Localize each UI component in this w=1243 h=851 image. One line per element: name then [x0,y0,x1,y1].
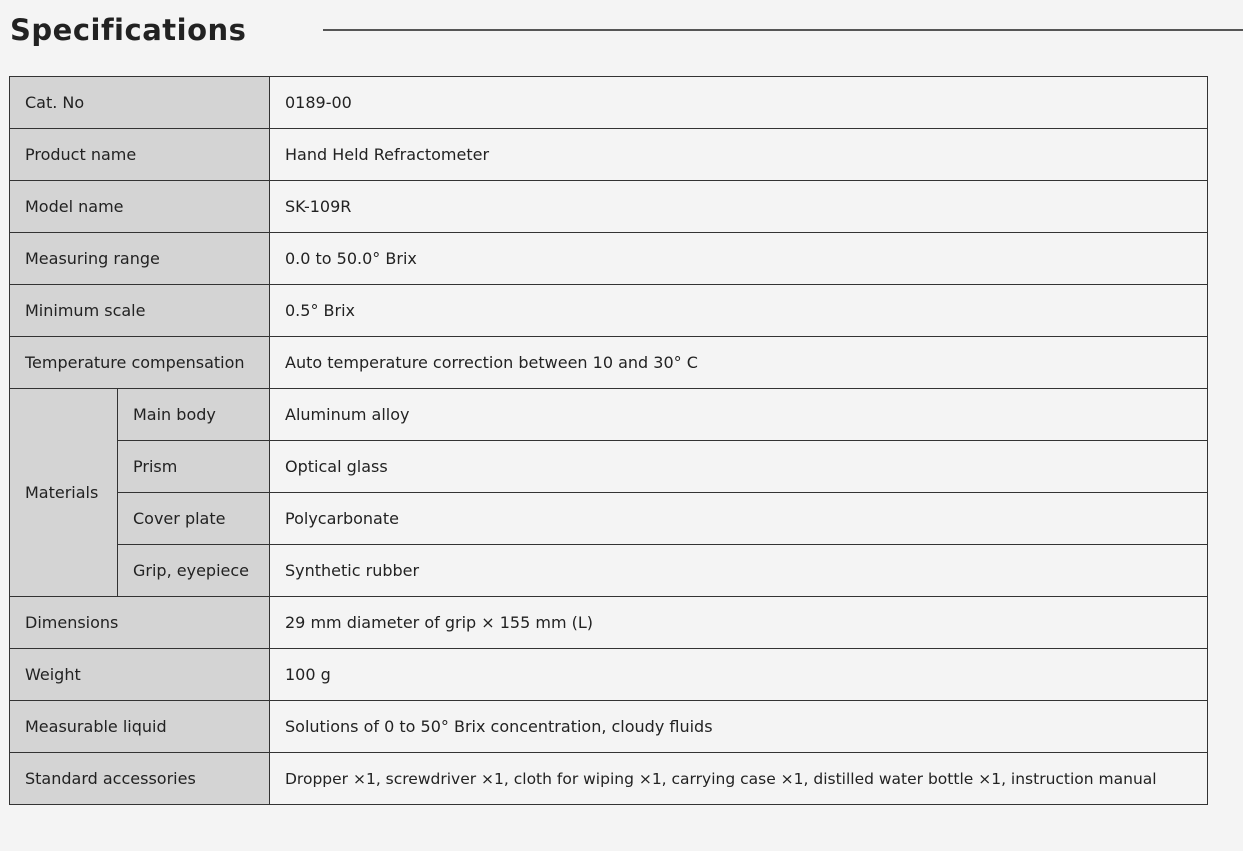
spec-label: Measurable liquid [10,701,270,753]
spec-value: 0189-00 [270,77,1208,129]
spec-value: 100 g [270,649,1208,701]
spec-value: Dropper ×1, screwdriver ×1, cloth for wiping ×1, carrying case ×1, distilled water bottle ×1, instruction manual [270,753,1208,805]
spec-value: Optical glass [270,441,1208,493]
spec-row-product-name [10,129,1208,181]
page-title: Specifications [10,13,247,47]
spec-value: SK-109R [270,181,1208,233]
spec-row-dimensions [10,597,1208,649]
spec-label: Standard accessories [10,753,270,805]
spec-value: Synthetic rubber [270,545,1208,597]
spec-row-materials-grip-eyepiece [10,545,1208,597]
spec-value: Auto temperature correction between 10 and 30° C [270,337,1208,389]
spec-row-minimum-scale [10,285,1208,337]
spec-label: Measuring range [10,233,270,285]
spec-row-materials-cover-plate [10,493,1208,545]
specifications-table [9,76,1208,805]
spec-label: Weight [10,649,270,701]
spec-label: Product name [10,129,270,181]
spec-row-standard-accessories [10,753,1208,805]
spec-row-measuring-range [10,233,1208,285]
spec-row-model-name [10,181,1208,233]
spec-value: 0.0 to 50.0° Brix [270,233,1208,285]
spec-value: Aluminum alloy [270,389,1208,441]
spec-group-label-materials: Materials [10,389,118,597]
spec-row-measurable-liquid [10,701,1208,753]
spec-row-materials-prism [10,441,1208,493]
spec-value: Solutions of 0 to 50° Brix concentration, cloudy fluids [270,701,1208,753]
spec-label: Dimensions [10,597,270,649]
spec-row-weight [10,649,1208,701]
spec-sublabel: Grip, eyepiece [118,545,270,597]
spec-sublabel: Main body [118,389,270,441]
spec-row-cat-no [10,77,1208,129]
spec-value: 0.5° Brix [270,285,1208,337]
spec-sublabel: Cover plate [118,493,270,545]
spec-value: Hand Held Refractometer [270,129,1208,181]
spec-value: 29 mm diameter of grip × 155 mm (L) [270,597,1208,649]
spec-row-materials-main-body [10,389,1208,441]
spec-value: Polycarbonate [270,493,1208,545]
spec-label: Model name [10,181,270,233]
title-divider [323,29,1243,31]
spec-label: Minimum scale [10,285,270,337]
spec-label: Temperature compensation [10,337,270,389]
spec-sublabel: Prism [118,441,270,493]
spec-label: Cat. No [10,77,270,129]
spec-row-temperature-compensation [10,337,1208,389]
